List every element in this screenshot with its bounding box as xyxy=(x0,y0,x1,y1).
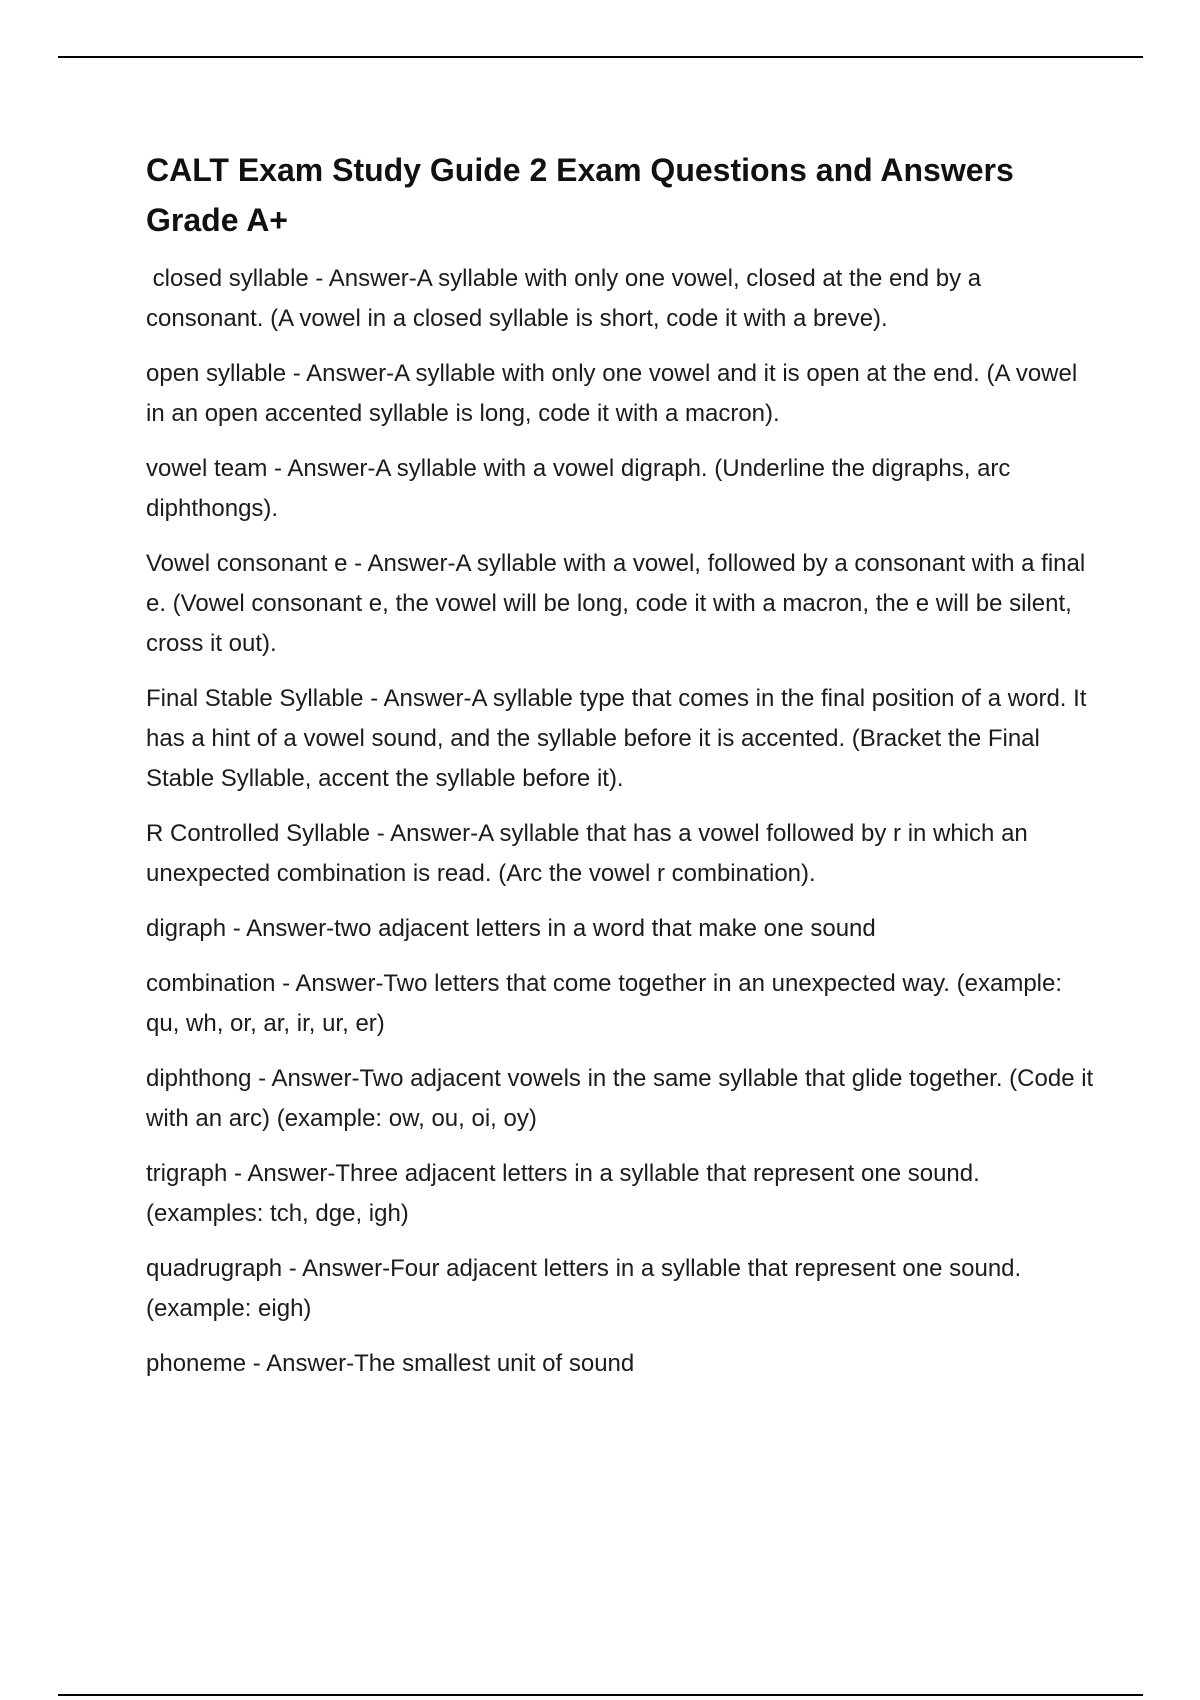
qa-item-diphthong: diphthong - Answer-Two adjacent vowels in the same syllable that glide together. (Code it with an arc) (example: ow, ou, oi, oy) xyxy=(146,1065,1100,1132)
qa-item-combination: combination - Answer-Two letters that come together in an unexpected way. (example: qu, wh, or, ar, ir, ur, er) xyxy=(146,970,1069,1037)
qa-item-digraph: digraph - Answer-two adjacent letters in a word that make one sound xyxy=(146,915,876,942)
top-divider xyxy=(58,56,1143,58)
qa-item-closed-syllable: closed syllable - Answer-A syllable with only one vowel, closed at the end by a consonant. (A vowel in a closed syllable is short, code it with a breve). xyxy=(146,265,988,332)
qa-item-quadrugraph: quadrugraph - Answer-Four adjacent letters in a syllable that represent one sound. (example: eigh) xyxy=(146,1255,1028,1322)
qa-list xyxy=(146,259,1100,1384)
qa-item-trigraph: trigraph - Answer-Three adjacent letters in a syllable that represent one sound. (examples: tch, dge, igh) xyxy=(146,1160,987,1227)
qa-item-phoneme: phoneme - Answer-The smallest unit of sound xyxy=(146,1350,635,1377)
document-body xyxy=(146,145,1100,1399)
qa-item-open-syllable: open syllable - Answer-A syllable with only one vowel and it is open at the end. (A vowel in an open accented syllable is long, code it with a macron). xyxy=(146,360,1084,427)
qa-item-vowel-consonant-e: Vowel consonant e - Answer-A syllable with a vowel, followed by a consonant with a final e. (Vowel consonant e, the vowel will be long, code it with a macron, the e will be silent, cross it out). xyxy=(146,550,1092,657)
qa-item-vowel-team: vowel team - Answer-A syllable with a vowel digraph. (Underline the digraphs, arc diphthongs). xyxy=(146,455,1018,522)
qa-item-final-stable-syllable: Final Stable Syllable - Answer-A syllable type that comes in the final position of a word. It has a hint of a vowel sound, and the syllable before it is accented. (Bracket the Final Stable Syllable, accent the syllable before it). xyxy=(146,685,1094,792)
document-title: CALT Exam Study Guide 2 Exam Questions and Answers Grade A+ xyxy=(146,152,1014,238)
qa-item-r-controlled-syllable: R Controlled Syllable - Answer-A syllable that has a vowel followed by r in which an unexpected combination is read. (Arc the vowel r combination). xyxy=(146,820,1035,887)
bottom-divider xyxy=(58,1694,1143,1696)
